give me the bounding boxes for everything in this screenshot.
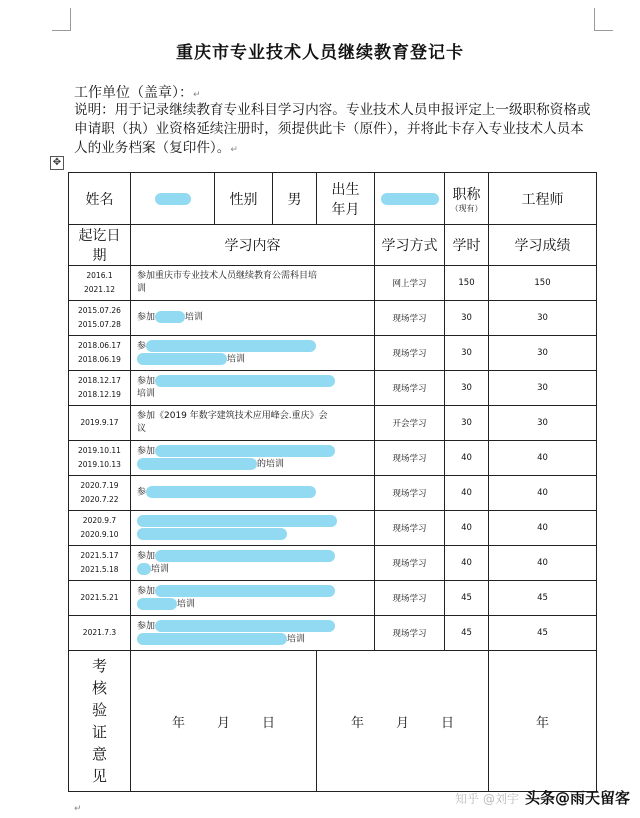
table-row <box>69 371 597 406</box>
hours-cell: 30 <box>445 301 489 336</box>
method-cell: 现场学习 <box>375 616 445 651</box>
content-header: 学习内容 <box>131 225 375 266</box>
hours-cell: 30 <box>445 371 489 406</box>
content-cell: 参加 培训 <box>131 581 375 616</box>
hours-cell: 30 <box>445 336 489 371</box>
birth-value-redacted <box>375 173 445 225</box>
signature-box-1: 年 月 日 <box>131 651 317 792</box>
score-cell: 45 <box>489 616 597 651</box>
personal-info-row <box>69 173 597 225</box>
period-cell: 2020.9.7 2020.9.10 <box>69 511 131 546</box>
name-label: 姓名 <box>69 173 131 225</box>
period-cell: 2018.06.17 2018.06.19 <box>69 336 131 371</box>
crop-mark-top-right <box>594 8 613 31</box>
period-cell: 2021.7.3 <box>69 616 131 651</box>
period-cell: 2021.5.21 <box>69 581 131 616</box>
watermark: 知乎 @刘宇 头条@雨天留客 <box>455 789 630 807</box>
verification-row <box>69 651 597 792</box>
hours-cell: 40 <box>445 546 489 581</box>
period-cell: 2019.10.11 2019.10.13 <box>69 441 131 476</box>
signature-box-2: 年 月 日 <box>317 651 489 792</box>
gender-label: 性别 <box>215 173 273 225</box>
verification-label: 考 核 验 证 意 见 <box>69 651 131 792</box>
score-cell: 30 <box>489 301 597 336</box>
hours-cell: 40 <box>445 511 489 546</box>
table-move-handle-icon[interactable]: ✥ <box>50 156 64 170</box>
table-row <box>69 266 597 301</box>
table-row <box>69 581 597 616</box>
content-cell: 参 <box>131 476 375 511</box>
instructions-note: 说明：用于记录继续教育专业科目学习内容。专业技术人员申报评定上一级职称资格或申请职（执）业资格延续注册时，须提供此卡（原件），并将此卡存入专业技术人员本人的业务档案（复印件）。↵ <box>74 102 591 156</box>
content-cell: 参 培训 <box>131 336 375 371</box>
period-cell: 2018.12.17 2018.12.19 <box>69 371 131 406</box>
table-row <box>69 336 597 371</box>
score-cell: 150 <box>489 266 597 301</box>
period-cell: 2020.7.19 2020.7.22 <box>69 476 131 511</box>
birth-label: 出生 年月 <box>317 173 375 225</box>
method-cell: 网上学习 <box>375 266 445 301</box>
method-header: 学习方式 <box>375 225 445 266</box>
hours-cell: 30 <box>445 406 489 441</box>
column-header-row <box>69 225 597 266</box>
table-row <box>69 441 597 476</box>
period-header: 起讫日 期 <box>69 225 131 266</box>
content-cell <box>131 511 375 546</box>
table-row <box>69 511 597 546</box>
content-cell: 参加重庆市专业技术人员继续教育公需科目培 训 <box>131 266 375 301</box>
period-cell: 2016.1 2021.12 <box>69 266 131 301</box>
method-cell: 现场学习 <box>375 301 445 336</box>
crop-mark-top-left <box>52 8 71 31</box>
method-cell: 现场学习 <box>375 546 445 581</box>
hours-cell: 40 <box>445 441 489 476</box>
table-row <box>69 546 597 581</box>
content-cell: 参加 培训 <box>131 371 375 406</box>
table-row <box>69 301 597 336</box>
table-row <box>69 476 597 511</box>
method-cell: 现场学习 <box>375 476 445 511</box>
method-cell: 现场学习 <box>375 336 445 371</box>
score-cell: 30 <box>489 406 597 441</box>
content-cell: 参加 培训 <box>131 546 375 581</box>
hours-cell: 150 <box>445 266 489 301</box>
table-row <box>69 616 597 651</box>
method-cell: 现场学习 <box>375 371 445 406</box>
table-row <box>69 406 597 441</box>
page-title: 重庆市专业技术人员继续教育登记卡 <box>176 43 464 63</box>
hours-cell: 45 <box>445 616 489 651</box>
score-cell: 30 <box>489 336 597 371</box>
signature-box-3: 年 <box>489 651 597 792</box>
score-cell: 40 <box>489 476 597 511</box>
gender-value: 男 <box>273 173 317 225</box>
content-cell: 参加 的培训 <box>131 441 375 476</box>
registration-table <box>68 172 597 792</box>
score-cell: 40 <box>489 441 597 476</box>
method-cell: 开会学习 <box>375 406 445 441</box>
score-header: 学习成绩 <box>489 225 597 266</box>
paragraph-mark: ↵ <box>74 804 82 814</box>
period-cell: 2019.9.17 <box>69 406 131 441</box>
hours-header: 学时 <box>445 225 489 266</box>
title-label: 职称 （现有） <box>445 173 489 225</box>
score-cell: 40 <box>489 546 597 581</box>
method-cell: 现场学习 <box>375 441 445 476</box>
score-cell: 45 <box>489 581 597 616</box>
score-cell: 40 <box>489 511 597 546</box>
work-unit-label: 工作单位（盖章）：↵ <box>74 85 201 101</box>
period-cell: 2021.5.17 2021.5.18 <box>69 546 131 581</box>
title-value: 工程师 <box>489 173 597 225</box>
content-cell: 参加 培训 <box>131 301 375 336</box>
method-cell: 现场学习 <box>375 511 445 546</box>
hours-cell: 40 <box>445 476 489 511</box>
score-cell: 30 <box>489 371 597 406</box>
period-cell: 2015.07.26 2015.07.28 <box>69 301 131 336</box>
method-cell: 现场学习 <box>375 581 445 616</box>
content-cell: 参加 培训 <box>131 616 375 651</box>
content-cell: 参加《2019 年数字建筑技术应用峰会.重庆》会 议 <box>131 406 375 441</box>
name-value-redacted <box>131 173 215 225</box>
hours-cell: 45 <box>445 581 489 616</box>
